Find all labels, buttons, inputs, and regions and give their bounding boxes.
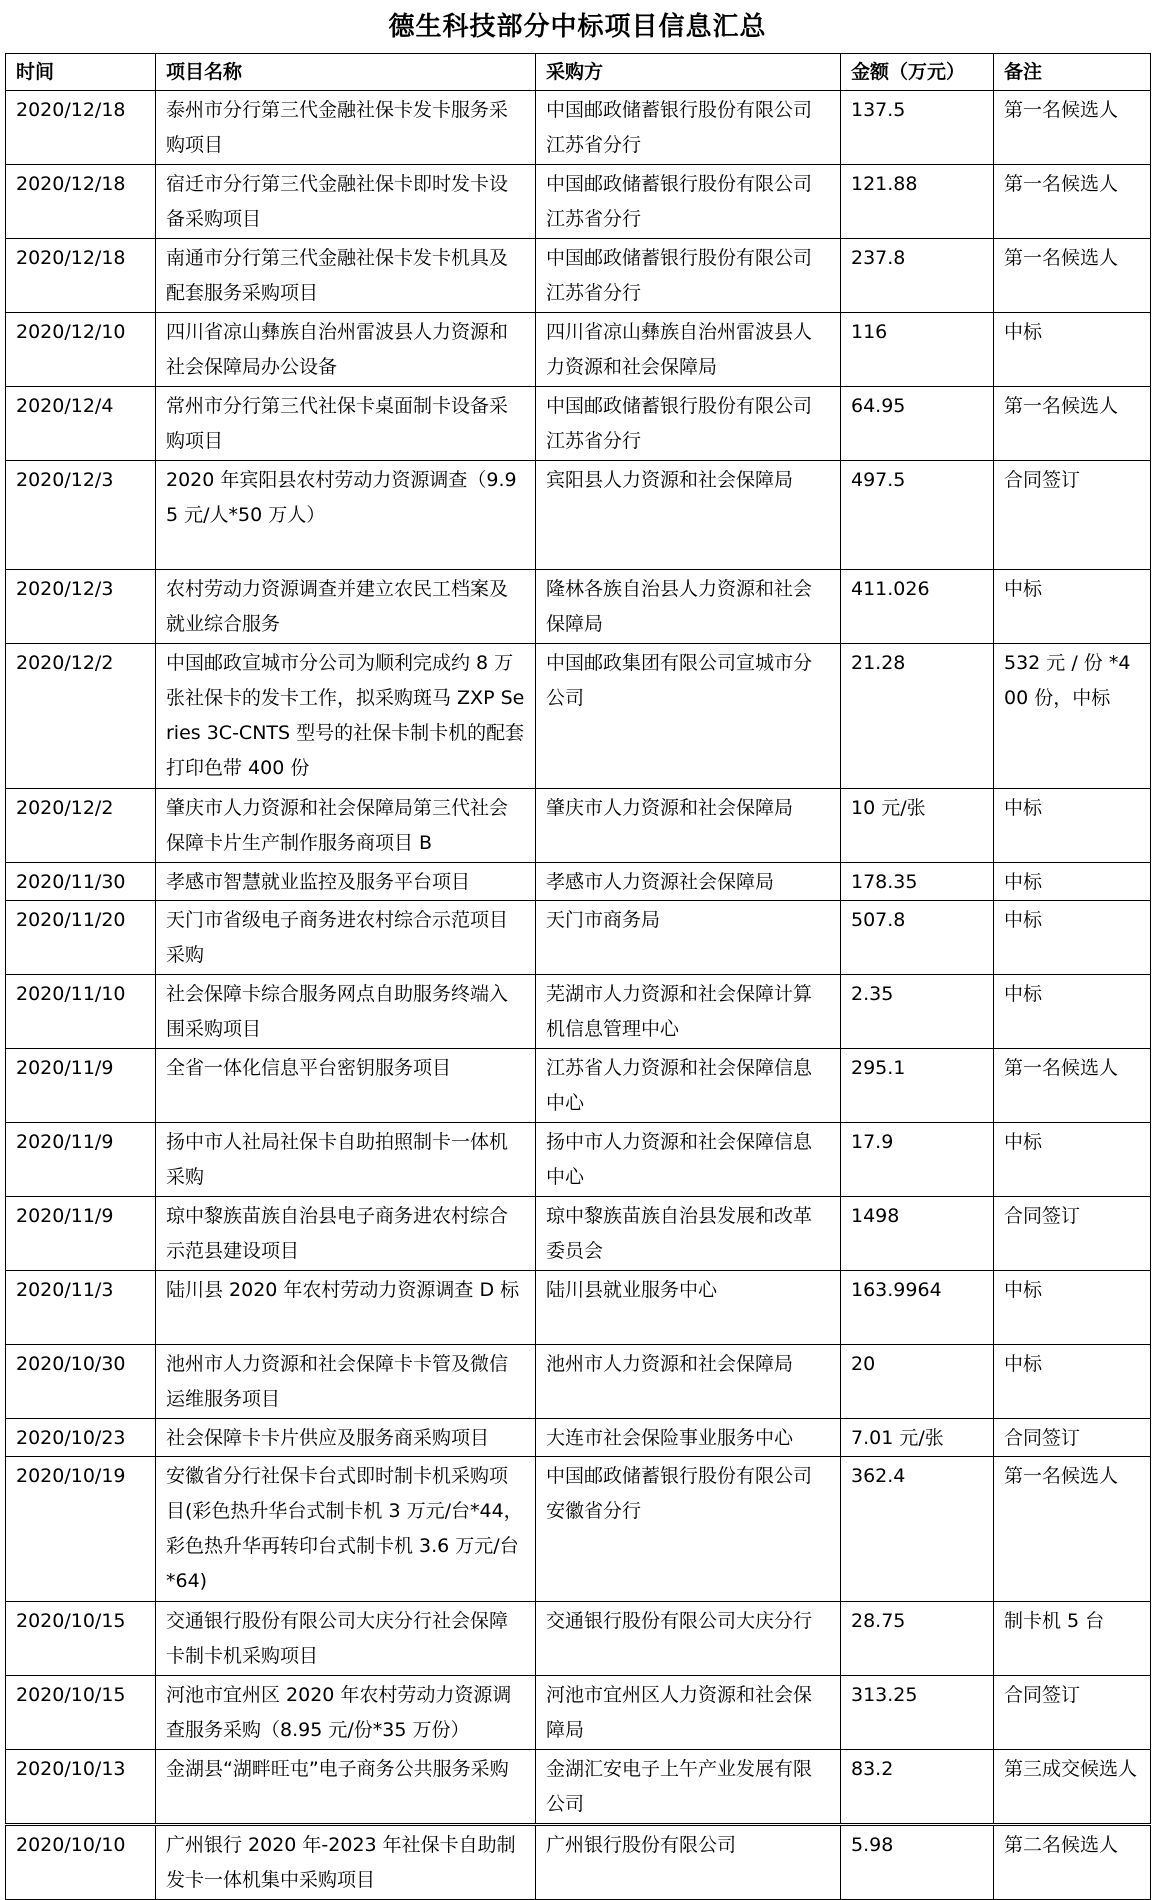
table-row <box>6 461 1151 570</box>
cell-project: 安徽省分行社保卡台式即时制卡机采购项目(彩色热升华台式制卡机 3 万元/台*44，彩色热升华再转印台式制卡机 3.6 万元/台*64) <box>156 1457 536 1602</box>
cell-project: 中国邮政宣城市分公司为顺利完成约 8 万张社保卡的发卡工作，拟采购斑马 ZXP Series 3C-CNTS 型号的社保卡制卡机的配套打印色带 400 份 <box>156 644 536 789</box>
cell-date: 2020/11/10 <box>6 975 156 1049</box>
cell-buyer: 天门市商务局 <box>536 901 841 975</box>
cell-buyer: 陆川县就业服务中心 <box>536 1271 841 1345</box>
cell-buyer: 广州银行股份有限公司 <box>536 1825 841 1900</box>
cell-note: 第二名候选人 <box>994 1825 1151 1900</box>
cell-date: 2020/12/18 <box>6 165 156 239</box>
cell-amount: 497.5 <box>841 461 994 570</box>
cell-buyer: 中国邮政储蓄银行股份有限公司江苏省分行 <box>536 165 841 239</box>
bid-summary-table <box>5 53 1151 1900</box>
table-row <box>6 570 1151 644</box>
cell-amount: 116 <box>841 313 994 387</box>
table-row <box>6 91 1151 165</box>
cell-amount: 411.026 <box>841 570 994 644</box>
table-row <box>6 1750 1151 1825</box>
table-row <box>6 1825 1151 1900</box>
cell-buyer: 中国邮政储蓄银行股份有限公司安徽省分行 <box>536 1457 841 1602</box>
cell-date: 2020/11/30 <box>6 863 156 901</box>
cell-project: 宿迁市分行第三代金融社保卡即时发卡设备采购项目 <box>156 165 536 239</box>
cell-project: 常州市分行第三代社保卡桌面制卡设备采购项目 <box>156 387 536 461</box>
cell-project: 扬中市人社局社保卡自助拍照制卡一体机采购 <box>156 1123 536 1197</box>
cell-buyer: 江苏省人力资源和社会保障信息中心 <box>536 1049 841 1123</box>
header-note: 备注 <box>994 54 1151 91</box>
cell-buyer: 大连市社会保险事业服务中心 <box>536 1419 841 1457</box>
table-header-row <box>6 54 1151 91</box>
header-buyer: 采购方 <box>536 54 841 91</box>
cell-buyer: 池州市人力资源和社会保障局 <box>536 1345 841 1419</box>
cell-amount: 362.4 <box>841 1457 994 1602</box>
cell-amount: 17.9 <box>841 1123 994 1197</box>
cell-note: 合同签订 <box>994 1676 1151 1750</box>
cell-date: 2020/12/3 <box>6 461 156 570</box>
table-row <box>6 1049 1151 1123</box>
table-row <box>6 239 1151 313</box>
cell-date: 2020/10/15 <box>6 1602 156 1676</box>
cell-amount: 137.5 <box>841 91 994 165</box>
cell-buyer: 扬中市人力资源和社会保障信息中心 <box>536 1123 841 1197</box>
cell-project: 琼中黎族苗族自治县电子商务进农村综合示范县建设项目 <box>156 1197 536 1271</box>
table-row <box>6 1457 1151 1602</box>
cell-date: 2020/10/10 <box>6 1825 156 1900</box>
cell-note: 第一名候选人 <box>994 239 1151 313</box>
cell-note: 第三成交候选人 <box>994 1750 1151 1825</box>
cell-project: 2020 年宾阳县农村劳动力资源调查（9.95 元/人*50 万人） <box>156 461 536 570</box>
header-amount: 金额（万元） <box>841 54 994 91</box>
cell-date: 2020/10/23 <box>6 1419 156 1457</box>
table-row <box>6 644 1151 789</box>
cell-amount: 83.2 <box>841 1750 994 1825</box>
cell-note: 第一名候选人 <box>994 165 1151 239</box>
cell-note: 第一名候选人 <box>994 1049 1151 1123</box>
cell-amount: 163.9964 <box>841 1271 994 1345</box>
table-row <box>6 387 1151 461</box>
cell-note: 中标 <box>994 1271 1151 1345</box>
cell-date: 2020/12/18 <box>6 239 156 313</box>
cell-amount: 10 元/张 <box>841 789 994 863</box>
cell-project: 四川省凉山彝族自治州雷波县人力资源和社会保障局办公设备 <box>156 313 536 387</box>
cell-project: 孝感市智慧就业监控及服务平台项目 <box>156 863 536 901</box>
cell-project: 全省一体化信息平台密钥服务项目 <box>156 1049 536 1123</box>
cell-project: 陆川县 2020 年农村劳动力资源调查 D 标 <box>156 1271 536 1345</box>
cell-date: 2020/12/10 <box>6 313 156 387</box>
cell-buyer: 中国邮政储蓄银行股份有限公司江苏省分行 <box>536 239 841 313</box>
table-row <box>6 165 1151 239</box>
cell-amount: 237.8 <box>841 239 994 313</box>
cell-date: 2020/10/30 <box>6 1345 156 1419</box>
cell-buyer: 河池市宜州区人力资源和社会保障局 <box>536 1676 841 1750</box>
cell-project: 南通市分行第三代金融社保卡发卡机具及配套服务采购项目 <box>156 239 536 313</box>
cell-amount: 1498 <box>841 1197 994 1271</box>
cell-note: 合同签订 <box>994 1419 1151 1457</box>
table-row <box>6 975 1151 1049</box>
cell-buyer: 中国邮政储蓄银行股份有限公司江苏省分行 <box>536 91 841 165</box>
cell-amount: 2.35 <box>841 975 994 1049</box>
cell-buyer: 金湖汇安电子上午产业发展有限公司 <box>536 1750 841 1825</box>
cell-note: 中标 <box>994 313 1151 387</box>
table-row <box>6 1676 1151 1750</box>
document-title: 德生科技部分中标项目信息汇总 <box>388 12 767 42</box>
cell-buyer: 宾阳县人力资源和社会保障局 <box>536 461 841 570</box>
cell-note: 中标 <box>994 1345 1151 1419</box>
cell-date: 2020/10/13 <box>6 1750 156 1825</box>
cell-buyer: 肇庆市人力资源和社会保障局 <box>536 789 841 863</box>
cell-date: 2020/12/4 <box>6 387 156 461</box>
cell-amount: 64.95 <box>841 387 994 461</box>
header-date: 时间 <box>6 54 156 91</box>
cell-note: 中标 <box>994 570 1151 644</box>
cell-note: 中标 <box>994 901 1151 975</box>
cell-project: 社会保障卡综合服务网点自助服务终端入围采购项目 <box>156 975 536 1049</box>
cell-date: 2020/10/15 <box>6 1676 156 1750</box>
cell-note: 制卡机 5 台 <box>994 1602 1151 1676</box>
cell-project: 交通银行股份有限公司大庆分行社会保障卡制卡机采购项目 <box>156 1602 536 1676</box>
cell-note: 第一名候选人 <box>994 91 1151 165</box>
cell-amount: 21.28 <box>841 644 994 789</box>
cell-project: 广州银行 2020 年-2023 年社保卡自助制发卡一体机集中采购项目 <box>156 1825 536 1900</box>
cell-note: 第一名候选人 <box>994 387 1151 461</box>
cell-note: 合同签订 <box>994 461 1151 570</box>
cell-date: 2020/12/18 <box>6 91 156 165</box>
cell-amount: 178.35 <box>841 863 994 901</box>
cell-buyer: 孝感市人力资源社会保障局 <box>536 863 841 901</box>
cell-date: 2020/10/19 <box>6 1457 156 1602</box>
cell-project: 金湖县“湖畔旺屯”电子商务公共服务采购 <box>156 1750 536 1825</box>
cell-note: 中标 <box>994 975 1151 1049</box>
table-row <box>6 1197 1151 1271</box>
cell-project: 池州市人力资源和社会保障卡卡管及微信运维服务项目 <box>156 1345 536 1419</box>
cell-buyer: 芜湖市人力资源和社会保障计算机信息管理中心 <box>536 975 841 1049</box>
cell-project: 肇庆市人力资源和社会保障局第三代社会保障卡片生产制作服务商项目 B <box>156 789 536 863</box>
cell-date: 2020/11/9 <box>6 1197 156 1271</box>
cell-date: 2020/11/9 <box>6 1049 156 1123</box>
cell-amount: 507.8 <box>841 901 994 975</box>
table-row <box>6 789 1151 863</box>
cell-project: 社会保障卡卡片供应及服务商采购项目 <box>156 1419 536 1457</box>
cell-project: 天门市省级电子商务进农村综合示范项目采购 <box>156 901 536 975</box>
table-row <box>6 1123 1151 1197</box>
table-row <box>6 1602 1151 1676</box>
cell-project: 农村劳动力资源调查并建立农民工档案及就业综合服务 <box>156 570 536 644</box>
cell-date: 2020/12/2 <box>6 644 156 789</box>
cell-project: 河池市宜州区 2020 年农村劳动力资源调查服务采购（8.95 元/份*35 万份） <box>156 1676 536 1750</box>
cell-amount: 5.98 <box>841 1825 994 1900</box>
cell-date: 2020/11/3 <box>6 1271 156 1345</box>
cell-buyer: 中国邮政储蓄银行股份有限公司江苏省分行 <box>536 387 841 461</box>
cell-date: 2020/11/9 <box>6 1123 156 1197</box>
cell-note: 合同签订 <box>994 1197 1151 1271</box>
table-row <box>6 1419 1151 1457</box>
cell-buyer: 中国邮政集团有限公司宣城市分公司 <box>536 644 841 789</box>
table-row <box>6 901 1151 975</box>
cell-amount: 20 <box>841 1345 994 1419</box>
cell-buyer: 琼中黎族苗族自治县发展和改革委员会 <box>536 1197 841 1271</box>
cell-note: 532 元 / 份 *400 份，中标 <box>994 644 1151 789</box>
cell-note: 中标 <box>994 863 1151 901</box>
cell-buyer: 隆林各族自治县人力资源和社会保障局 <box>536 570 841 644</box>
cell-date: 2020/11/20 <box>6 901 156 975</box>
cell-project: 泰州市分行第三代金融社保卡发卡服务采购项目 <box>156 91 536 165</box>
cell-amount: 28.75 <box>841 1602 994 1676</box>
cell-amount: 313.25 <box>841 1676 994 1750</box>
cell-note: 中标 <box>994 789 1151 863</box>
cell-note: 中标 <box>994 1123 1151 1197</box>
cell-buyer: 四川省凉山彝族自治州雷波县人力资源和社会保障局 <box>536 313 841 387</box>
header-project: 项目名称 <box>156 54 536 91</box>
table-row <box>6 313 1151 387</box>
cell-note: 第一名候选人 <box>994 1457 1151 1602</box>
table-row <box>6 1345 1151 1419</box>
cell-amount: 7.01 元/张 <box>841 1419 994 1457</box>
table-row <box>6 863 1151 901</box>
table-row <box>6 1271 1151 1345</box>
cell-buyer: 交通银行股份有限公司大庆分行 <box>536 1602 841 1676</box>
cell-date: 2020/12/2 <box>6 789 156 863</box>
cell-date: 2020/12/3 <box>6 570 156 644</box>
cell-amount: 295.1 <box>841 1049 994 1123</box>
cell-amount: 121.88 <box>841 165 994 239</box>
